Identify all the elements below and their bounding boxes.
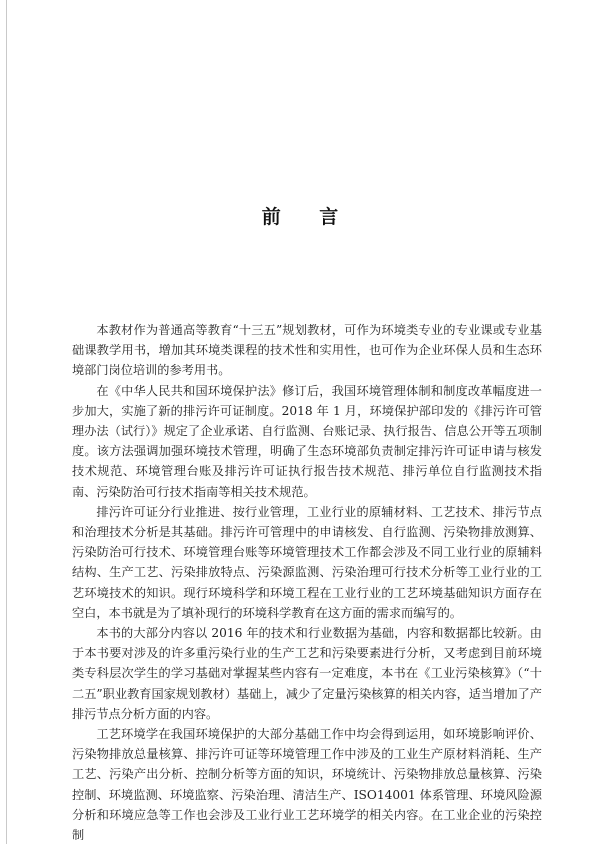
paragraph-5: 工艺环境学在我国环境保护的大部分基础工作中均会得到运用，如环境影响评价、污染物排放总量核算、排污许可证等环境管理工作中涉及的工业生产原材料消耗、生产工艺、污染产出分析、控制分析等方面的知识，环境统计、污染物排放总量核算、污染控制、环境监测、环境监察、污染治理、清洁生产、ISO14001 体系管理、环境风险源分析和环境应急等工作也会涉及工业行业工艺环境学的相关内容。在工业企业的污染控制 [72,727,542,843]
page-edge-line [6,0,7,844]
paragraph-4: 本书的大部分内容以 2016 年的技术和行业数据为基础，内容和数据都比较新。由于本书要对涉及的许多重污染行业的生产工艺和污染要素进行分析，又考虑到目前环境类专科层次学生的学习基础对掌握某些内容有一定难度，本书在《工业污染核算》（“十二五”职业教育国家规划教材）基础上，减少了定量污染核算的相关内容，适当增加了产排污节点分析方面的内容。 [72,626,542,721]
preface-body [72,320,542,845]
paragraph-3: 排污许可证分行业推进、按行业管理，工业行业的原辅材料、工艺技术、排污节点和治理技术分析是其基础。排污许可管理中的申请核发、自行监测、污染物排放测算、污染防治可行技术、环境管理台账等环境管理技术工作都会涉及不同工业行业的原辅料结构、生产工艺、污染排放特点、污染源监测、污染治理可行技术分析等工业行业的工艺环境技术的知识。现行环境科学和环境工程在工业行业的工艺环境基础知识方面存在空白，本书就是为了填补现行的环境科学教育在这方面的需求而编写的。 [72,504,542,620]
paragraph-1: 本教材作为普通高等教育“十三五”规划教材，可作为环境类专业的专业课或专业基础课教学用书，增加其环境类课程的技术性和实用性，也可作为企业环保人员和生态环境部门岗位培训的参考用书。 [72,323,542,378]
paragraph-2: 在《中华人民共和国环境保护法》修订后，我国环境管理体制和制度改革幅度进一步加大，实施了新的排污许可证制度。2018 年 1 月，环境保护部印发的《排污许可管理办法（试行）》规定了企业承诺、自行监测、台账记录、执行报告、信息公开等五项制度。该方法强调加强环境技术管理，明确了生态环境部负责制定排污许可证申请与核发技术规范、环境管理台账及排污许可证执行报告技术规范、排污单位自行监测技术指南、污染防治可行技术指南等相关技术规范。 [72,383,542,499]
page-title: 前 言 [261,206,355,228]
